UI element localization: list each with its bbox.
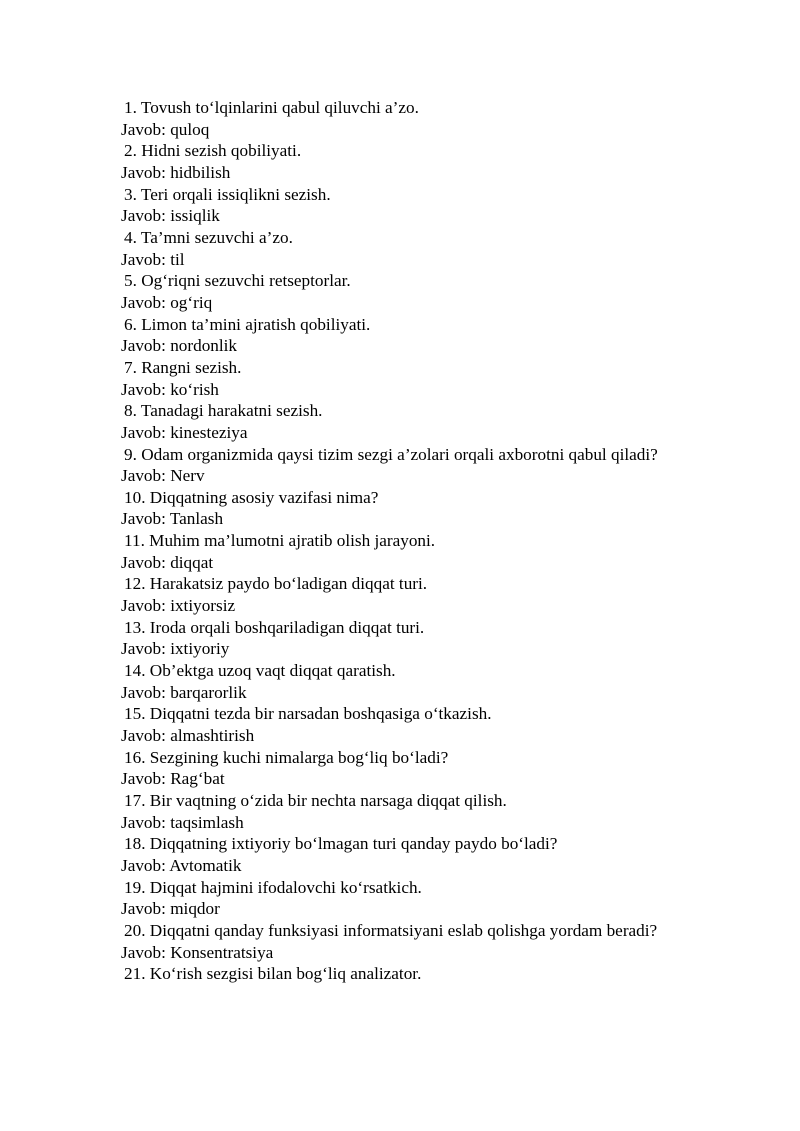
qa-item [121, 660, 681, 703]
answer-prefix: Javob : [121, 943, 170, 962]
qa-list [121, 97, 681, 985]
document-page [121, 97, 681, 985]
answer-prefix: Javob : [121, 596, 170, 615]
answer-text: quloq [170, 119, 210, 139]
answer-text: kinesteziya [170, 422, 248, 442]
answer-line [121, 422, 681, 444]
question-text: Diqqat hajmini ifodalovchi ko‘rsatkich. [149, 877, 422, 897]
question-text: Diqqatning asosiy vazifasi nima? [149, 487, 379, 507]
question-number: 12 . [124, 574, 150, 593]
answer-prefix: Javob : [121, 163, 170, 182]
question-line [121, 833, 681, 855]
question-line [121, 270, 681, 292]
question-text: Bir vaqtning o‘zida bir nechta narsaga diqqat qilish. [149, 791, 507, 810]
qa-item [121, 920, 681, 963]
answer-text: almashtirish [170, 726, 255, 746]
answer-prefix: Javob : [121, 336, 170, 355]
question-number: 13 . [124, 618, 150, 637]
answer-text: Avtomatik [169, 855, 242, 875]
answer-text: barqarorlik [170, 682, 247, 702]
answer-line [121, 812, 681, 834]
question-number: 6 . [124, 315, 141, 334]
qa-item [121, 573, 681, 616]
answer-text: Rag‘bat [170, 769, 225, 789]
answer-prefix: Javob : [121, 509, 170, 528]
answer-prefix: Javob : [121, 769, 170, 788]
question-text: Og‘riqni sezuvchi retseptorlar. [141, 271, 351, 291]
answer-line [121, 508, 681, 530]
qa-item [121, 184, 681, 227]
answer-line [121, 595, 681, 617]
question-text: Tanadagi harakatni sezish. [140, 401, 323, 421]
answer-prefix: Javob : [121, 120, 170, 139]
answer-prefix: Javob : [121, 293, 170, 312]
answer-line [121, 205, 681, 227]
question-number: 9 . [124, 445, 141, 464]
question-line [121, 963, 681, 985]
answer-line [121, 465, 681, 487]
question-text: Teri orqali issiqlikni sezish. [140, 184, 331, 204]
qa-item [121, 270, 681, 313]
qa-item [121, 963, 681, 985]
answer-text: issiqlik [170, 206, 220, 226]
question-text: Hidni sezish qobiliyati. [141, 141, 302, 161]
question-number: 21 . [124, 964, 150, 983]
answer-prefix: Javob : [121, 639, 170, 658]
answer-prefix: Javob : [121, 466, 170, 485]
question-number: 5 . [124, 271, 141, 290]
answer-line [121, 249, 681, 271]
question-text: Iroda orqali boshqariladigan diqqat turi. [149, 617, 425, 637]
answer-line [121, 768, 681, 790]
answer-line [121, 379, 681, 401]
answer-text: ixtiyoriy [170, 639, 230, 659]
answer-text: til [170, 249, 185, 269]
answer-text: taqsimlash [170, 812, 244, 832]
answer-line [121, 119, 681, 141]
question-text: Rangni sezish. [141, 357, 242, 377]
question-line [121, 140, 681, 162]
answer-text: Tanlash [169, 509, 224, 529]
question-line [121, 660, 681, 682]
answer-text: hidbilish [170, 162, 231, 182]
answer-prefix: Javob : [121, 206, 170, 225]
answer-line [121, 725, 681, 747]
question-number: 16 . [124, 748, 150, 767]
question-number: 7 . [124, 358, 141, 377]
question-line [121, 357, 681, 379]
question-line [121, 530, 681, 552]
question-number: 4 . [124, 228, 141, 247]
question-line [121, 747, 681, 769]
question-line [121, 573, 681, 595]
qa-item [121, 314, 681, 357]
question-number: 11 . [124, 531, 149, 550]
question-text: Tovush to‘lqinlarini qabul qiluvchi a’zo. [140, 98, 419, 117]
answer-line [121, 292, 681, 314]
question-text: Diqqatni qanday funksiyasi informatsiyani eslab qolishga yordam beradi? [149, 920, 658, 940]
qa-item [121, 227, 681, 270]
question-number: 15 . [124, 704, 150, 723]
question-line [121, 184, 681, 206]
question-line [121, 487, 681, 509]
qa-item [121, 703, 681, 746]
qa-item [121, 487, 681, 530]
answer-prefix: Javob : [121, 250, 170, 269]
qa-item [121, 444, 681, 487]
answer-text: miqdor [170, 899, 220, 919]
answer-prefix: Javob : [121, 813, 170, 832]
question-line [121, 920, 681, 942]
answer-text: ko‘rish [170, 379, 219, 399]
qa-item [121, 833, 681, 876]
qa-item [121, 400, 681, 443]
qa-item [121, 617, 681, 660]
answer-line [121, 855, 681, 877]
answer-text: Nerv [170, 466, 205, 486]
answer-text: diqqat [170, 552, 214, 572]
question-text: Odam organizmida qaysi tizim sezgi a’zolari orqali axborotni qabul qiladi? [141, 444, 658, 464]
qa-item [121, 877, 681, 920]
answer-line [121, 335, 681, 357]
answer-text: nordonlik [170, 336, 238, 356]
question-number: 10 . [124, 488, 150, 507]
qa-item [121, 747, 681, 790]
question-number: 17 . [124, 791, 150, 810]
question-line [121, 97, 681, 119]
answer-line [121, 942, 681, 964]
question-line [121, 314, 681, 336]
answer-prefix: Javob : [121, 726, 170, 745]
answer-line [121, 638, 681, 660]
question-line [121, 444, 681, 466]
answer-prefix: Javob : [121, 553, 170, 572]
question-number: 8 . [124, 401, 141, 420]
question-number: 3 . [124, 185, 141, 204]
qa-item [121, 530, 681, 573]
answer-line [121, 898, 681, 920]
question-number: 14 . [124, 661, 150, 680]
answer-line [121, 682, 681, 704]
question-text: Ta’mni sezuvchi a’zo. [140, 227, 293, 247]
answer-text: Konsentratsiya [170, 942, 274, 962]
qa-item [121, 790, 681, 833]
question-number: 20 . [124, 921, 150, 940]
question-line [121, 790, 681, 812]
answer-line [121, 552, 681, 574]
question-line [121, 703, 681, 725]
question-text: Diqqatning ixtiyoriy bo‘lmagan turi qanday paydo bo‘ladi? [149, 834, 558, 854]
question-text: Diqqatni tezda bir narsadan boshqasiga o‘tkazish. [149, 704, 492, 724]
question-text: Limon ta’mini ajratish qobiliyati. [141, 314, 371, 334]
question-text: Ob’ektga uzoq vaqt diqqat qaratish. [149, 661, 396, 681]
question-number: 18 . [124, 834, 150, 853]
answer-prefix: Javob : [121, 423, 170, 442]
question-text: Muhim ma’lumotni ajratib olish jarayoni. [149, 531, 436, 551]
question-text: Sezgining kuchi nimalarga bog‘liq bo‘ladi? [149, 747, 449, 767]
question-number: 2 . [124, 141, 141, 160]
question-number: 1 . [124, 98, 141, 117]
question-text: Harakatsiz paydo bo‘ladigan diqqat turi. [149, 574, 428, 594]
qa-item [121, 97, 681, 140]
answer-line [121, 162, 681, 184]
question-line [121, 400, 681, 422]
question-line [121, 617, 681, 639]
question-text: Ko‘rish sezgisi bilan bog‘liq analizator. [149, 964, 422, 984]
question-number: 19 . [124, 878, 150, 897]
answer-prefix: Javob : [121, 899, 170, 918]
answer-prefix: Javob : [121, 380, 170, 399]
qa-item [121, 140, 681, 183]
answer-prefix: Javob : [121, 683, 170, 702]
question-line [121, 877, 681, 899]
qa-item [121, 357, 681, 400]
question-line [121, 227, 681, 249]
answer-prefix: Javob : [121, 856, 169, 875]
answer-text: ixtiyorsiz [170, 596, 236, 616]
answer-text: og‘riq [170, 292, 213, 312]
